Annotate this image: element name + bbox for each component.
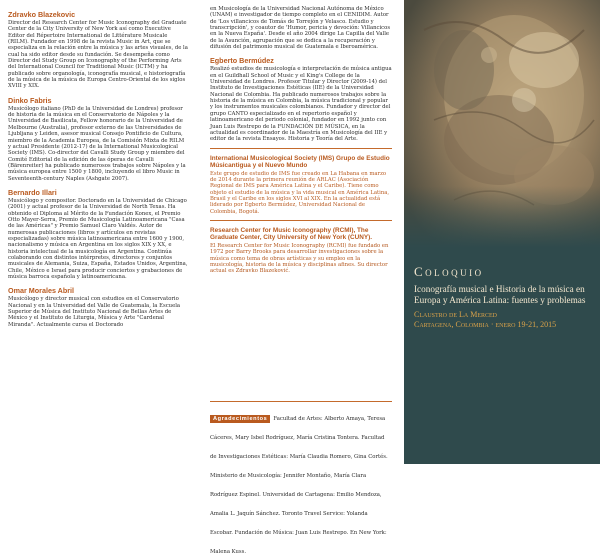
section-divider (210, 401, 392, 402)
column-biographies-1 (0, 0, 196, 464)
column-biographies-2 (200, 0, 400, 464)
person-name: Bernardo Illari (8, 187, 57, 197)
person-bio: Musicólogo y director musical con estudios en el Conservatorio Nacional y en la Universidad del Valle de Guatemala, la Escuela Superior de Música del Instituto Nacional de Bellas Artes de México y el Instituto de Liturgia, Música y Arte "Cardenal Miranda". Actualmente cursa el Doctorado (8, 296, 181, 328)
event-type-label: Coloquio (414, 264, 484, 279)
acknowledgements-text: Facultad de Artes: Alberto Amaya, Teresa Cáceres, Mary Isbel Rodríguez, María Cristina Tontera. Facultad de Investigaciones Estéticas: María Claudia Romero, Gina Cortés. Ministerio de Musicología: Jennifer Montaño, María Clara Rodríguez Espinel. Universidad de Cartagena: Emilio Mendoza, Amalia L. Jaquín Sánchez. Toronto Travel Service: Yolanda Escobar. Fundación de Música: Juan Luis Restrepo. En New York: Malena Kuss. (210, 416, 388, 555)
acknowledgements-label: Agradecimientos (210, 415, 270, 423)
person-name: Zdravko Blazekovic (8, 10, 76, 19)
section-divider (210, 148, 392, 149)
person-bio: Musicólogo y compositor. Doctorado en la Universidad de Chicago (2001) y actual profesor de la Universidad de North Texas. Ha obtenido el Diploma al Mérito de la Fundación Konex, el Premio Otto Mayer-Serra, Premio de Musicología Latinoamericana "Casa de las Américas" y Premio Samuel Claro Valdés. Autor de numerosas publicaciones (libros y artículos en revistas especializadas) sobre música latinoamericana entre 1600 y 1900, nacionalismo y música en Argentina en los siglos XIX y XX, e historia intelectual de la musicología en Argentina. Continúa colaborando con distintos intérpretes, directores y conjuntos musicales de Alemania, Suiza, España, Estados Unidos, Argentina, Chile, México e Israel para producir conciertos y grabaciones de música barroca española y latinoamericana. (8, 197, 188, 281)
person-name: Egberto Bermúdez (210, 56, 274, 66)
person-bio: Director del Research Center for Music Iconography del Graduate Center de la City University of New York así como Executive Editor del Répertoire International de Littérature Musicale (RILM). Fundador en 1998 de la revista Music in Art, que se especializa en la relación entre la música y las artes visuales, de la cual ha sido editor desde su fundación. Se desempeña como Director del Study Group on Iconography of the Performing Arts del International Council for Traditional Music (ICTM) y ha publicado sobre organología, iconografía musical, e historiografía de la música de la música de Europa Centro-Oriental de los siglos XVIII y XIX. (8, 20, 188, 90)
org-title: Research Center for Music Iconography (RCMI), The Graduate Center, City University of New York (CUNY). (210, 226, 373, 242)
cover-title-block (414, 264, 596, 330)
person-name: Omar Morales Abril (8, 286, 75, 296)
cover-background (404, 0, 600, 464)
person-name: Dinko Fabris (8, 95, 52, 105)
event-title: Iconografía musical e Historia de la música en Europa y América Latina: fuentes y problemas (414, 284, 586, 305)
person-bio: Realizó estudios de musicología e interpretación de música antigua en el Guildhall School of Music y el King's College de la Universidad de Londres. Profesor Titular y Director (2009-14) del Instituto de Investigaciones Estéticas (IIE) de la Universidad Nacional de Colombia. Ha publicado numerosos trabajos sobre la historia de la música en Colombia, la música tradicional y popular y los instrumentos musicales colombianos. Fundador y director del grupo CANTO especializado en el repertorio español y latinoamericano del periodo colonial, fundador en 1992 junto con Juan Luis Restrepo de la FUNDACIÓN DE MÚSICA, en la actualidad es coordinador de la Maestría en Musicología del IIE y editor de la revista Ensayos. Historia y Teoría del Arte. (210, 66, 392, 143)
cover-panel (404, 0, 600, 464)
person-bio-continuation: en Musicología de la Universidad Nacional Autónoma de México (UNAM) e investigador de tiempo completo en el CENIDIM. Autor de 'Los villancicos de Tomás de Torrejón y Velasco. Estudio y transcripción', y coautor de 'Humor, pericia y devoción: Villancicos en la Nueva España'. Desde el año 2004 dirige La Capilla del Valle de la Asunción, agrupación que se dedica a la recuperación y difusión del patrimonio musical de Guatemala e Iberoamérica. (210, 6, 391, 51)
org-description: Este grupo de estudio de IMS fue creado en La Habana en marzo de 2014 durante la primera reunión de ARLAC (Asociación Regional de IMS para América Latina y el Caribe). Tiene como objeto el estudio de la música y la vida musical en América Latina, Brasil y el Caribe en los siglos XVI al XIX. En la actualidad está liderado por Egberto Bermúdez, Universidad Nacional de Colombia, Bogotá. (210, 170, 390, 215)
cover-artwork-image (404, 0, 600, 248)
section-divider (210, 220, 392, 221)
event-place-date: Cartagena, Colombia · enero 19-21, 2015 (414, 320, 557, 329)
org-title: International Musicological Society (IMS) Grupo de Estudio Músicantigua y el Nuevo Mundo (210, 154, 390, 170)
org-description: El Research Center for Music Iconography (RCMI) fue fundado en 1972 por Barry Brooks para desarrollar investigaciones sobre la música como tema de obras artísticas y su empleo en la musicología, historia de la música y disciplinas afines. Su director actual es Zdravko Blazeković. (210, 242, 389, 275)
event-venue: Claustro de La Merced (414, 310, 498, 319)
person-bio: Musicólogo italiano (PhD de la Universidad de Londres) profesor de historia de la música en el Conservatorio de Nápoles y la Universidad de Basilicata, Fellow honorario de la Universidad de Melbourne (Australia), profesor externo de las Universidades de Ljubljana y Leiden, asesor musical Consejo Pontificio de Cultura, miembro de la Academia Europea, de la Comisión Mixta de RILM y actual Presidente (2012-17) de la International Musicological Society (IMS). Co-director del Cavalli Study Group y miembro del Comité Editorial de la edición de las óperas de Cavalli (Bärenreiter) ha publicado numerosos trabajos sobre Nápoles y la música europea entre 1500 y 1800, incluyendo el libro Music in Seventeenth-century Naples (Ashgate 2007). (8, 105, 186, 182)
acknowledgements (200, 398, 400, 555)
